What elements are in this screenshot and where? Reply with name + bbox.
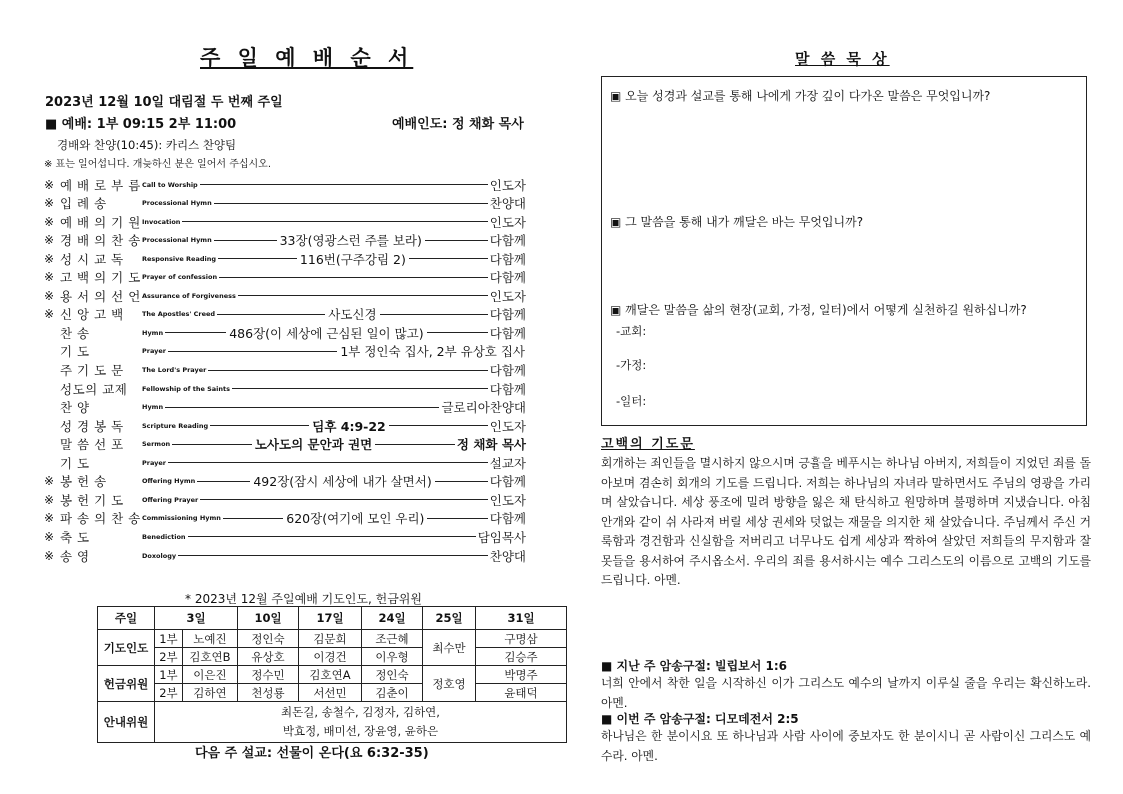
leader-line: [165, 407, 439, 408]
item-name: 봉 헌 기 도: [60, 492, 124, 508]
order-item: [44, 473, 526, 490]
item-name: 말 씀 선 포: [60, 437, 124, 453]
order-title: 주 일 예 배 순 서: [200, 46, 414, 70]
leader-line: [165, 332, 226, 333]
order-item: [44, 324, 526, 341]
item-person: 인도자: [489, 288, 526, 304]
table-cell: 노예진: [182, 630, 237, 648]
leader-line: [214, 203, 488, 204]
order-item: [44, 287, 526, 304]
order-item: [44, 195, 526, 212]
stand-mark: ※: [44, 529, 55, 544]
item-name: 신 앙 고 백: [60, 307, 124, 323]
item-english: Benediction: [142, 532, 186, 541]
leader-line: [214, 240, 277, 241]
leader-line: [217, 314, 325, 315]
table-cell: 서선민: [299, 684, 362, 702]
leader-line: [210, 425, 309, 426]
item-person: 다함께: [489, 511, 527, 527]
item-english: Offering Prayer: [142, 495, 199, 504]
leader-line: [427, 518, 487, 519]
item-detail: 486장(이 세상에 근심된 일이 많고): [229, 325, 424, 341]
item-name: 성 경 봉 독: [60, 418, 124, 434]
table-cell: 김승주: [476, 648, 567, 666]
church-label: -교회:: [616, 324, 647, 338]
item-person: 찬양대: [489, 196, 526, 212]
item-name: 용 서 의 선 언: [60, 288, 141, 304]
stand-mark: ※: [44, 270, 55, 285]
row-label: 기도인도: [98, 630, 155, 666]
table-cell: 최수만: [423, 630, 476, 666]
item-person: 인도자: [489, 492, 526, 508]
item-detail: 노사도의 문안과 권면: [254, 437, 373, 453]
schedule-table: [97, 606, 567, 743]
leader-line: [168, 462, 488, 463]
leader-line: [188, 536, 476, 537]
table-header: 24일: [362, 607, 423, 630]
row-label: 안내위원: [98, 702, 155, 743]
item-name: 경 배 의 찬 송: [60, 233, 141, 249]
table-cell: 김호연A: [299, 666, 362, 684]
table-row: [98, 648, 567, 666]
leader-line: [218, 258, 297, 259]
next-sermon: 다음 주 설교: 선물이 온다(요 6:32-35): [195, 746, 429, 761]
order-item: [44, 362, 526, 379]
item-english: Invocation: [142, 217, 181, 226]
item-detail: 492장(잠시 세상에 내가 살면서): [253, 474, 432, 490]
service-times: ■ 예배: 1부 09:15 2부 11:00: [45, 117, 237, 132]
item-name: 찬 양: [60, 400, 90, 416]
stand-mark: ※: [44, 307, 55, 322]
order-item: [44, 269, 526, 286]
table-cell: 정수민: [238, 666, 299, 684]
table-header: 3일: [155, 607, 238, 630]
item-english: Processional Hymn: [142, 236, 212, 245]
item-english: Responsive Reading: [142, 254, 216, 263]
table-cell: 김호연B: [182, 648, 237, 666]
meditation-box: [601, 76, 1087, 426]
order-item: [44, 213, 526, 230]
table-cell: 이경건: [299, 648, 362, 666]
item-english: Hymn: [142, 328, 164, 337]
leader-line: [425, 240, 488, 241]
item-person: 다함께: [489, 381, 526, 397]
table-cell: 박명주: [476, 666, 567, 684]
order-item: [44, 176, 526, 193]
table-header: 주일: [98, 607, 155, 630]
table-cell: 정인숙: [362, 666, 423, 684]
item-person: 찬양대: [489, 548, 526, 564]
item-person: 글로리아찬양대: [441, 400, 526, 416]
stand-mark: ※: [44, 548, 55, 563]
table-row: [98, 702, 567, 743]
leader-line: [200, 184, 488, 185]
item-person: 다함께: [489, 307, 527, 323]
item-person: 담임목사: [477, 529, 526, 545]
stand-mark: ※: [44, 492, 55, 507]
item-name: 성 시 교 독: [60, 251, 124, 267]
item-detail: 620장(여기에 모인 우리): [286, 511, 425, 527]
item-name: 성도의 교제: [60, 381, 128, 397]
ushers-line: 박효정, 배미선, 장윤영, 윤하은: [282, 724, 439, 738]
table-row: [98, 607, 567, 630]
order-item: [44, 510, 526, 527]
item-name: 입 례 송: [60, 196, 107, 212]
meditation-question: ▣ 깨달은 말씀을 삶의 현장(교회, 가정, 일터)에서 어떻게 실천하길 원하십니까?: [610, 303, 1027, 317]
item-person: 다함께: [489, 325, 526, 341]
row-label: 헌금위원: [98, 666, 155, 702]
part-label: 2부: [155, 648, 183, 666]
item-english: Prayer: [142, 347, 167, 356]
item-detail: 딤후 4:9-22: [312, 418, 386, 434]
item-english: The Lord's Prayer: [142, 366, 207, 374]
stand-mark: ※: [44, 177, 55, 192]
item-detail: 33장(영광스런 주를 보라): [279, 233, 422, 249]
item-name: 축 도: [60, 529, 90, 545]
confession-text: 회개하는 죄인들을 멸시하지 않으시며 긍휼을 베푸시는 하나님 아버지, 저희들이 지었던 죄를 돌아보며 겸손히 회개의 기도를 드립니다. 저희는 하나님의 자녀라 말하면서도 주님의 영광을 가리며 살았습니다. 세상 풍조에 밀려 방향을 잃은 채 탄식하고 원망하며 불평하며 지냈습니다. 아침 안개와 같이 쉬 사라져 버릴 세상 권세와 덧없는 재물을 의지한 채 살았습니다. 주님께서 주신 거룩함과 경건함과 신실함을 저버리고 너무나도 쉽게 세상과 짝하여 살았던 저희들의 무지함과 잘못들을 용서하여 주시옵소서. 우리의 죄를 용서하시는 예수 그리스도의 이름으로 고백의 기도를 드립니다. 아멘.: [601, 456, 1091, 587]
item-person: 인도자: [489, 177, 526, 193]
leader-line: [178, 555, 488, 556]
praise-info: 경배와 찬양(10:45): 카리스 찬양팀: [57, 138, 237, 152]
leader-line: [200, 499, 488, 500]
item-name: 주 기 도 문: [60, 363, 124, 378]
table-header: 31일: [476, 607, 567, 630]
leader-line: [389, 425, 488, 426]
leader-line: [409, 258, 488, 259]
table-cell: 정호영: [423, 666, 476, 702]
item-name: 고 백 의 기 도: [60, 270, 141, 286]
item-english: Commissioning Hymn: [142, 514, 221, 523]
table-header: 17일: [299, 607, 362, 630]
table-row: [98, 666, 567, 684]
table-header: 10일: [238, 607, 299, 630]
order-item: [44, 547, 526, 564]
schedule-title: * 2023년 12월 주일예배 기도인도, 헌금위원: [185, 592, 422, 606]
last-memory-text: 너희 안에서 착한 일을 시작하신 이가 그리스도 예수의 날까지 이루실 줄을 우리는 확신하노라. 아멘.: [601, 676, 1091, 710]
item-detail: 116번(구주강림 2): [299, 251, 406, 267]
meditation-question: ▣ 그 말씀을 통해 내가 깨달은 바는 무엇입니까?: [610, 215, 864, 229]
item-detail: 1부 정인숙 집사, 2부 유상호 집사: [340, 344, 525, 360]
table-cell: 조근혜: [362, 630, 423, 648]
stand-mark: ※: [44, 214, 55, 229]
meditation-question: ▣ 오늘 성경과 설교를 통해 나에게 가장 깊이 다가온 말씀은 무엇입니까?: [610, 89, 991, 103]
stand-mark: ※: [44, 474, 55, 489]
order-item: [44, 417, 526, 434]
item-person: 인도자: [489, 418, 527, 434]
table-cell: 윤태덕: [476, 684, 567, 702]
table-cell: 천성룡: [238, 684, 299, 702]
item-name: 파 송 의 찬 송: [60, 511, 141, 527]
leader-line: [208, 370, 487, 371]
item-person: 다함께: [489, 270, 526, 286]
leader-line: [380, 314, 488, 315]
stand-mark: ※: [44, 196, 55, 211]
table-cell: 유상호: [238, 648, 299, 666]
table-cell: 김하연: [182, 684, 237, 702]
service-date: 2023년 12월 10일 대림절 두 번째 주일: [45, 95, 283, 110]
order-item: [44, 436, 526, 453]
item-person: 정 채화 목사: [456, 437, 526, 453]
stand-mark: ※: [44, 511, 55, 526]
table-cell: 정인숙: [238, 630, 299, 648]
table-cell: 구명삼: [476, 630, 567, 648]
item-name: 찬 송: [60, 325, 90, 341]
item-name: 송 영: [60, 548, 90, 564]
order-item: [44, 343, 526, 360]
item-person: 다함께: [489, 251, 526, 267]
this-memory-label: ■ 이번 주 암송구절: 디모데전서 2:5: [601, 712, 799, 726]
home-label: -가정:: [616, 358, 647, 372]
ushers-cell: [155, 702, 567, 743]
leader-line: [427, 332, 488, 333]
leader-line: [375, 444, 455, 445]
item-person: 다함께: [489, 233, 526, 249]
order-item: [44, 528, 526, 545]
table-cell: 이은진: [182, 666, 237, 684]
leader-line: [232, 388, 488, 389]
leader-line: [182, 221, 487, 222]
order-item: [44, 250, 526, 267]
item-english: Processional Hymn: [142, 199, 212, 208]
item-person: 다함께: [489, 363, 526, 378]
stand-mark: ※: [44, 251, 55, 266]
item-english: Doxology: [142, 551, 177, 560]
item-english: Scripture Reading: [142, 421, 209, 430]
table-header: 25일: [423, 607, 476, 630]
item-english: The Apostles' Creed: [142, 310, 216, 319]
leader-line: [197, 481, 250, 482]
order-item: [44, 399, 526, 416]
last-memory-label: ■ 지난 주 암송구절: 빌립보서 1:6: [601, 659, 788, 673]
item-english: Prayer of confession: [142, 273, 218, 282]
item-person: 인도자: [489, 214, 526, 230]
item-english: Fellowship of the Saints: [142, 384, 231, 393]
item-person: 다함께: [489, 474, 527, 490]
table-cell: 김문희: [299, 630, 362, 648]
item-english: Prayer: [142, 458, 167, 467]
leader-line: [219, 277, 488, 278]
order-item: [44, 454, 526, 471]
stand-mark: ※: [44, 288, 55, 303]
leader-line: [435, 481, 488, 482]
order-item: [44, 380, 526, 397]
item-name: 예 배 로 부 름: [60, 177, 141, 193]
part-label: 1부: [155, 666, 183, 684]
item-english: Sermon: [142, 440, 171, 449]
order-item: [44, 232, 526, 249]
item-name: 봉 헌 송: [60, 474, 107, 490]
stand-mark: ※: [44, 233, 55, 248]
work-label: -일터:: [616, 394, 647, 408]
worship-leader: 예배인도: 정 채화 목사: [392, 117, 524, 132]
item-english: Assurance of Forgiveness: [142, 291, 236, 300]
item-english: Call to Worship: [142, 180, 198, 189]
this-memory-text: 하나님은 한 분이시요 또 하나님과 사람 사이에 중보자도 한 분이시니 곧 사람이신 그리스도 예수라. 아멘.: [601, 729, 1091, 763]
standing-note: ※ 표는 일어섭니다. 개늦하신 분은 일어서 주십시오.: [44, 159, 272, 170]
table-row: [98, 630, 567, 648]
table-cell: 김춘이: [362, 684, 423, 702]
confession-title: 고백의 기도문: [601, 437, 695, 452]
leader-line: [172, 444, 252, 445]
leader-line: [168, 351, 337, 352]
leader-line: [238, 295, 488, 296]
item-english: Hymn: [142, 403, 164, 412]
item-name: 기 도: [60, 344, 90, 360]
item-name: 예 배 의 기 원: [60, 214, 141, 230]
table-cell: 이우형: [362, 648, 423, 666]
part-label: 1부: [155, 630, 183, 648]
table-row: [98, 684, 567, 702]
order-item: [44, 491, 526, 508]
leader-line: [223, 518, 283, 519]
item-detail: 사도신경: [328, 307, 377, 323]
item-english: Offering Hymn: [142, 477, 196, 486]
ushers-line: 최돈길, 송철수, 김정자, 김하연,: [281, 705, 440, 719]
item-name: 기 도: [60, 455, 90, 471]
order-item: [44, 306, 526, 323]
part-label: 2부: [155, 684, 183, 702]
meditation-title: 말 씀 묵 상: [795, 50, 890, 68]
item-person: 설교자: [489, 455, 526, 471]
